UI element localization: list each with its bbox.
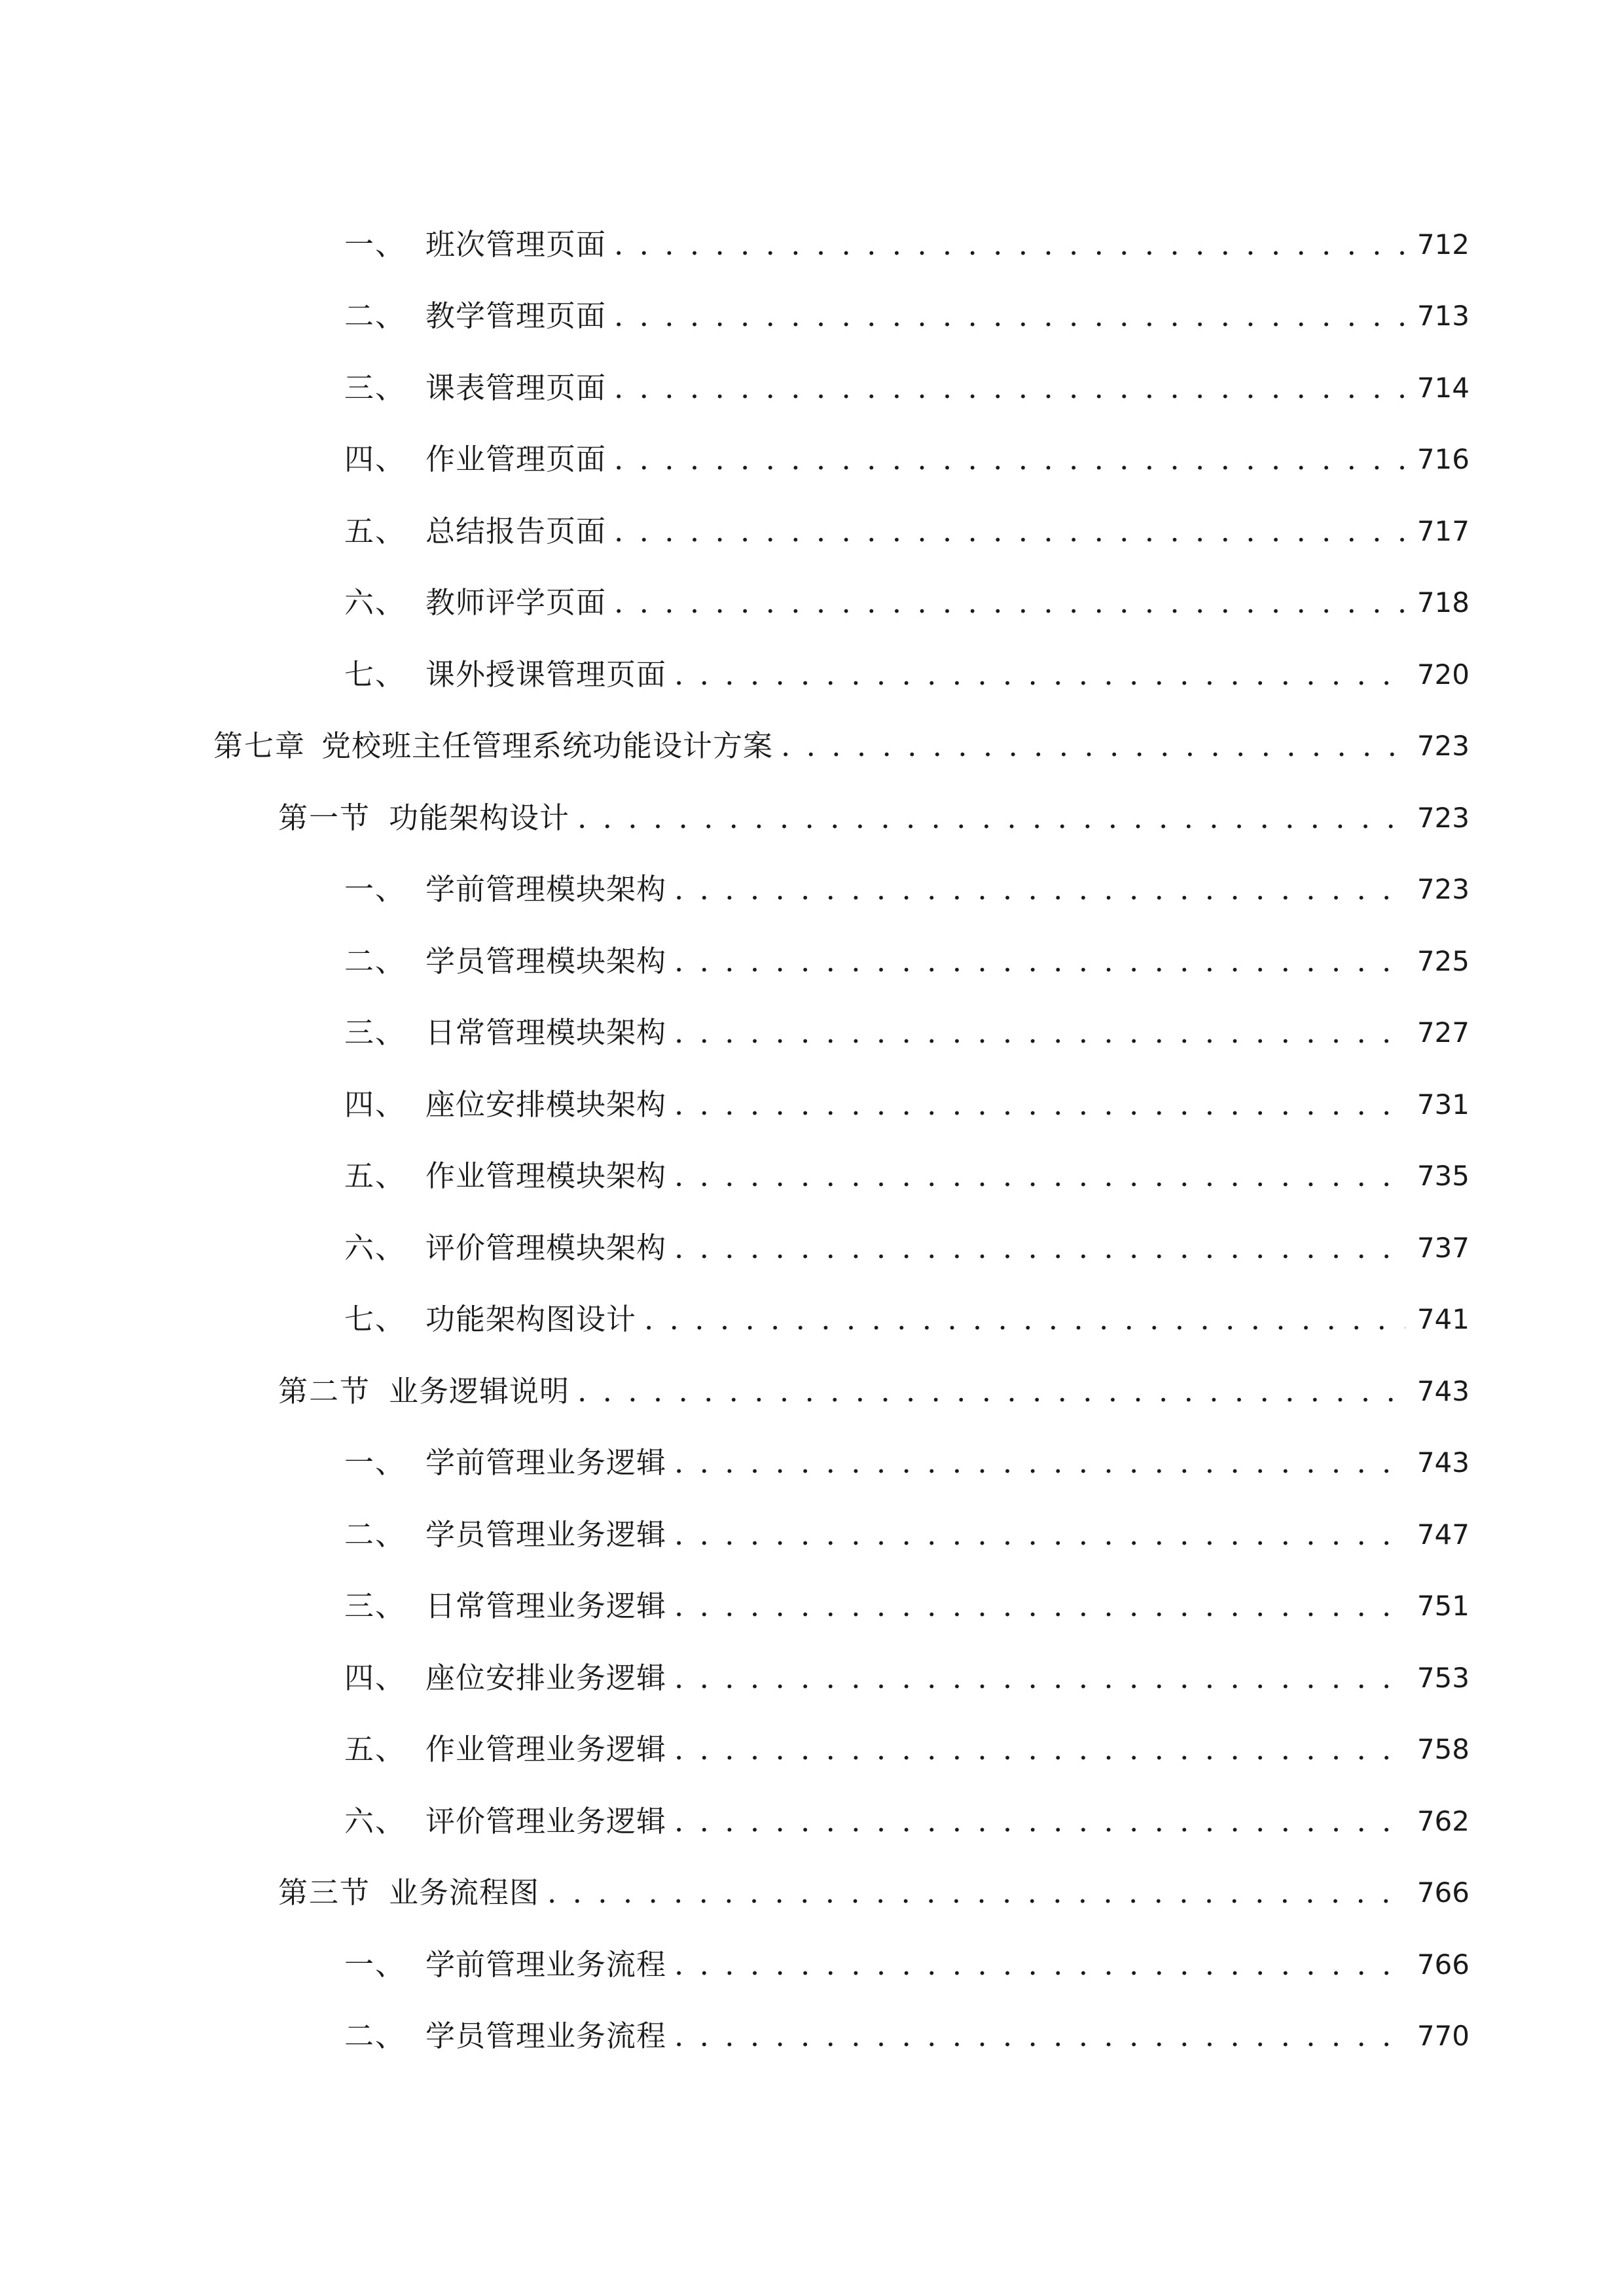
toc-entry-page: 741: [1416, 1303, 1470, 1335]
dot-leader: [674, 1443, 1405, 1482]
toc-entry-page: 716: [1416, 443, 1470, 475]
toc-entry-number: 一、: [344, 226, 406, 262]
toc-section-entry[interactable]: [0, 1841, 1624, 1913]
toc-entry[interactable]: [0, 1984, 1624, 2056]
toc-entry-page: 766: [1416, 1876, 1470, 1909]
toc-entry-title: 日常管理业务逻辑: [425, 1588, 667, 1623]
toc-entry-title: 作业管理模块架构: [425, 1158, 667, 1193]
toc-entry[interactable]: [0, 1912, 1624, 1984]
dot-leader: [614, 296, 1405, 336]
toc-entry-title: 作业管理页面: [425, 442, 607, 476]
toc-entry[interactable]: [0, 1196, 1624, 1268]
toc-entry-title: 座位安排模块架构: [425, 1086, 667, 1122]
toc-entry-page: 714: [1416, 371, 1470, 404]
toc-entry-title: 总结报告页面: [425, 513, 607, 548]
toc-entry-number: 一、: [344, 1946, 406, 1982]
dot-leader: [614, 440, 1405, 479]
toc-entry-number: 七、: [344, 656, 406, 692]
table-of-contents: [0, 192, 1624, 2056]
toc-entry[interactable]: [0, 622, 1624, 694]
toc-entry[interactable]: [0, 981, 1624, 1053]
toc-entry-page: 753: [1416, 1661, 1470, 1694]
toc-entry-number: 二、: [344, 2018, 406, 2053]
toc-entry-number: 一、: [344, 1445, 406, 1480]
toc-entry-title: 功能架构图设计: [425, 1302, 637, 1336]
toc-entry[interactable]: [0, 1482, 1624, 1554]
toc-chapter-entry[interactable]: [0, 694, 1624, 766]
toc-entry-page: 770: [1416, 2020, 1470, 2052]
toc-entry-number: 二、: [344, 943, 406, 978]
toc-entry[interactable]: [0, 1411, 1624, 1483]
toc-entry-number: 第一节: [278, 800, 371, 835]
toc-entry-page: 720: [1416, 658, 1470, 691]
toc-entry-number: 五、: [344, 513, 406, 548]
toc-entry-page: 751: [1416, 1590, 1470, 1622]
toc-entry-number: 六、: [344, 585, 406, 620]
dot-leader: [577, 1372, 1405, 1411]
dot-leader: [674, 1587, 1405, 1626]
toc-entry-page: 762: [1416, 1804, 1470, 1837]
toc-entry[interactable]: [0, 336, 1624, 408]
dot-leader: [674, 1229, 1405, 1268]
dot-leader: [614, 368, 1405, 408]
toc-entry-title: 日常管理模块架构: [425, 1015, 667, 1050]
toc-entry[interactable]: [0, 408, 1624, 480]
toc-entry-page: 766: [1416, 1948, 1470, 1981]
dot-leader: [674, 942, 1405, 981]
toc-entry[interactable]: [0, 1268, 1624, 1340]
toc-entry-title: 评价管理模块架构: [425, 1230, 667, 1265]
dot-leader: [674, 1157, 1405, 1196]
dot-leader: [614, 512, 1405, 551]
toc-entry[interactable]: [0, 1626, 1624, 1698]
toc-entry-title: 学员管理业务流程: [425, 2018, 667, 2053]
dot-leader: [674, 1515, 1405, 1554]
dot-leader: [781, 726, 1405, 766]
toc-entry-title: 课表管理页面: [425, 370, 607, 405]
toc-entry-page: 723: [1416, 730, 1470, 762]
toc-entry-page: 747: [1416, 1518, 1470, 1551]
toc-section-entry[interactable]: [0, 766, 1624, 838]
dot-leader: [674, 1802, 1405, 1841]
toc-entry-number: 四、: [344, 1086, 406, 1122]
toc-entry-number: 六、: [344, 1803, 406, 1839]
dot-leader: [674, 1013, 1405, 1052]
dot-leader: [547, 1873, 1405, 1912]
toc-entry-number: 六、: [344, 1230, 406, 1265]
toc-entry-number: 四、: [344, 1660, 406, 1695]
dot-leader: [577, 798, 1405, 838]
toc-entry-number: 二、: [344, 298, 406, 333]
toc-entry-page: 723: [1416, 801, 1470, 834]
toc-section-entry[interactable]: [0, 1339, 1624, 1411]
dot-leader: [614, 225, 1405, 264]
toc-entry-number: 五、: [344, 1732, 406, 1767]
dot-leader: [674, 655, 1405, 694]
toc-entry-title: 教师评学页面: [425, 585, 607, 620]
toc-entry-title: 教学管理页面: [425, 298, 607, 333]
toc-entry[interactable]: [0, 909, 1624, 981]
toc-entry-number: 三、: [344, 1588, 406, 1623]
toc-entry-title: 学员管理模块架构: [425, 943, 667, 978]
toc-entry-number: 二、: [344, 1516, 406, 1552]
dot-leader: [674, 1730, 1405, 1769]
toc-entry-title: 学员管理业务逻辑: [425, 1516, 667, 1552]
toc-entry-number: 一、: [344, 872, 406, 906]
toc-entry[interactable]: [0, 264, 1624, 336]
toc-entry-title: 座位安排业务逻辑: [425, 1660, 667, 1695]
toc-entry-page: 743: [1416, 1446, 1470, 1479]
toc-entry-page: 737: [1416, 1231, 1470, 1264]
toc-entry[interactable]: [0, 1052, 1624, 1124]
toc-entry[interactable]: [0, 1124, 1624, 1196]
toc-entry[interactable]: [0, 1554, 1624, 1626]
toc-entry-title: 评价管理业务逻辑: [425, 1803, 667, 1839]
dot-leader: [614, 583, 1405, 622]
toc-entry[interactable]: [0, 192, 1624, 264]
toc-entry-page: 743: [1416, 1374, 1470, 1407]
toc-entry-title: 作业管理业务逻辑: [425, 1732, 667, 1767]
dot-leader: [674, 1659, 1405, 1698]
toc-entry-page: 718: [1416, 586, 1470, 619]
dot-leader: [674, 1085, 1405, 1124]
toc-entry-page: 735: [1416, 1160, 1470, 1192]
dot-leader: [674, 870, 1405, 909]
toc-entry-page: 717: [1416, 514, 1470, 547]
toc-entry-number: 三、: [344, 370, 406, 405]
toc-entry-number: 第三节: [278, 1875, 371, 1910]
toc-entry-title: 学前管理模块架构: [425, 872, 667, 906]
toc-entry-title: 课外授课管理页面: [425, 656, 667, 692]
toc-entry-title: 业务流程图: [389, 1875, 540, 1910]
toc-entry-title: 党校班主任管理系统功能设计方案: [321, 728, 774, 763]
toc-entry-number: 第七章: [213, 728, 306, 763]
toc-entry-number: 第二节: [278, 1373, 371, 1408]
toc-entry-page: 731: [1416, 1088, 1470, 1121]
toc-entry-page: 758: [1416, 1733, 1470, 1765]
dot-leader: [674, 1945, 1405, 1984]
toc-entry-title: 功能架构设计: [389, 800, 570, 835]
toc-entry-page: 725: [1416, 944, 1470, 977]
dot-leader: [674, 2017, 1405, 2056]
toc-entry-number: 三、: [344, 1015, 406, 1050]
toc-entry-number: 七、: [344, 1302, 406, 1336]
toc-entry-title: 班次管理页面: [425, 226, 607, 262]
toc-entry-title: 业务逻辑说明: [389, 1373, 570, 1408]
toc-entry-title: 学前管理业务流程: [425, 1946, 667, 1982]
toc-entry[interactable]: [0, 551, 1624, 623]
dot-leader: [644, 1300, 1405, 1339]
toc-entry-page: 723: [1416, 873, 1470, 905]
toc-entry-page: 713: [1416, 300, 1470, 332]
toc-entry[interactable]: [0, 1698, 1624, 1770]
toc-entry[interactable]: [0, 838, 1624, 910]
toc-entry-number: 四、: [344, 442, 406, 476]
toc-entry-page: 727: [1416, 1016, 1470, 1049]
toc-entry-title: 学前管理业务逻辑: [425, 1445, 667, 1480]
toc-entry[interactable]: [0, 479, 1624, 551]
toc-entry[interactable]: [0, 1769, 1624, 1841]
toc-entry-number: 五、: [344, 1158, 406, 1193]
toc-entry-page: 712: [1416, 228, 1470, 260]
